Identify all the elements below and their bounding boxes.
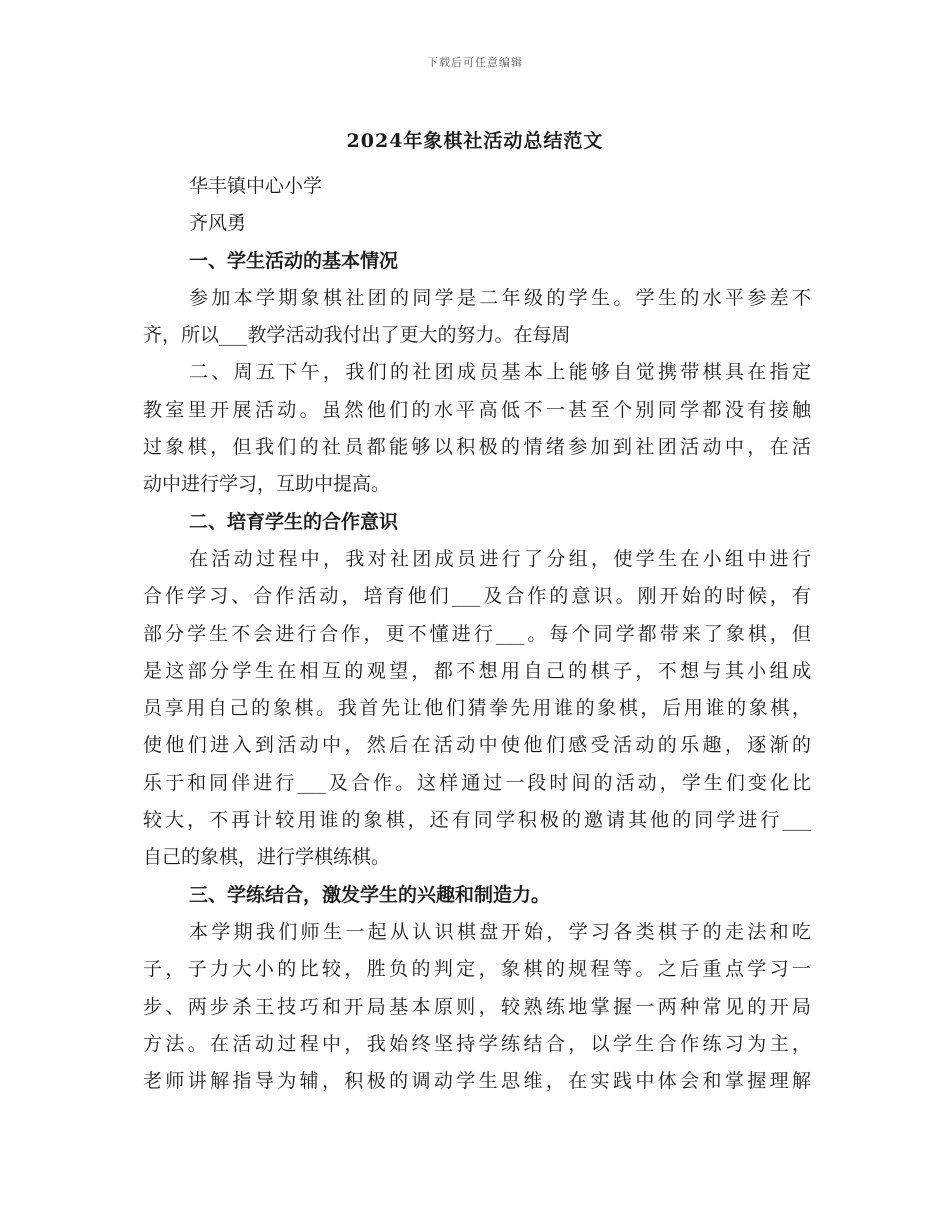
paragraph-line: 步、两步杀王技巧和开局基本原则，较熟练地掌握一两种常见的开局 bbox=[143, 995, 811, 1018]
paragraph-line: 部分学生不会进行合作，更不懂进行___。每个同学都带来了象棋，但 bbox=[143, 622, 811, 645]
author-name: 齐风勇 bbox=[189, 212, 247, 235]
document-body bbox=[143, 168, 811, 1100]
paragraph-line: 合作学习、合作活动，培育他们___及合作的意识。刚开始的时候，有 bbox=[143, 585, 811, 608]
section-heading-1: 一、学生活动的基本情况 bbox=[189, 249, 399, 272]
paragraph-line: 在活动过程中，我对社团成员进行了分组，使学生在小组中进行 bbox=[189, 547, 811, 570]
paragraph-line: 较大，不再计较用谁的象棋，还有同学积极的邀请其他的同学进行___ bbox=[143, 809, 811, 832]
paragraph-line: 二、周五下午，我们的社团成员基本上能够自觉携带棋具在指定 bbox=[189, 361, 811, 384]
section-heading-3: 三、学练结合，激发学生的兴趣和制造力。 bbox=[189, 883, 551, 906]
paragraph-line: 使他们进入到活动中，然后在活动中使他们感受活动的乐趣，逐渐的 bbox=[143, 734, 811, 757]
paragraph-line: 是这部分学生在相互的观望，都不想用自己的棋子，不想与其小组成 bbox=[143, 659, 811, 682]
paragraph-line: 乐于和同伴进行___及合作。这样通过一段时间的活动，学生们变化比 bbox=[143, 771, 811, 794]
header-note: 下载后可任意编辑 bbox=[427, 56, 523, 69]
paragraph-line: 方法。在活动过程中，我始终坚持学练结合，以学生合作练习为主， bbox=[143, 1032, 811, 1055]
school-name: 华丰镇中心小学 bbox=[189, 175, 323, 197]
section-heading-2: 二、培育学生的合作意识 bbox=[189, 510, 399, 533]
paragraph-line: 参加本学期象棋社团的同学是二年级的学生。学生的水平参差不 bbox=[189, 286, 811, 309]
paragraph-line: 本学期我们师生一起从认识棋盘开始，学习各类棋子的走法和吃 bbox=[189, 920, 811, 943]
paragraph-line: 员享用自己的象棋。我首先让他们猜拳先用谁的象棋，后用谁的象棋， bbox=[143, 697, 811, 720]
paragraph-line: 老师讲解指导为辅，积极的调动学生思维，在实践中体会和掌握理解 bbox=[143, 1070, 811, 1093]
paragraph-line: 动中进行学习，互助中提高。 bbox=[143, 473, 391, 496]
paragraph-line: 齐，所以___教学活动我付出了更大的努力。在每周 bbox=[143, 324, 571, 347]
paragraph-line: 自己的象棋，进行学棋练棋。 bbox=[143, 846, 391, 869]
paragraph-line: 过象棋，但我们的社员都能够以积极的情绪参加到社团活动中，在活 bbox=[143, 436, 811, 459]
paragraph-line: 子，子力大小的比较，胜负的判定，象棋的规程等。之后重点学习一 bbox=[143, 958, 811, 981]
paragraph-line: 教室里开展活动。虽然他们的水平高低不一甚至个别同学都没有接触 bbox=[143, 398, 811, 421]
document-title: 2024年象棋社活动总结范文 bbox=[346, 130, 604, 152]
